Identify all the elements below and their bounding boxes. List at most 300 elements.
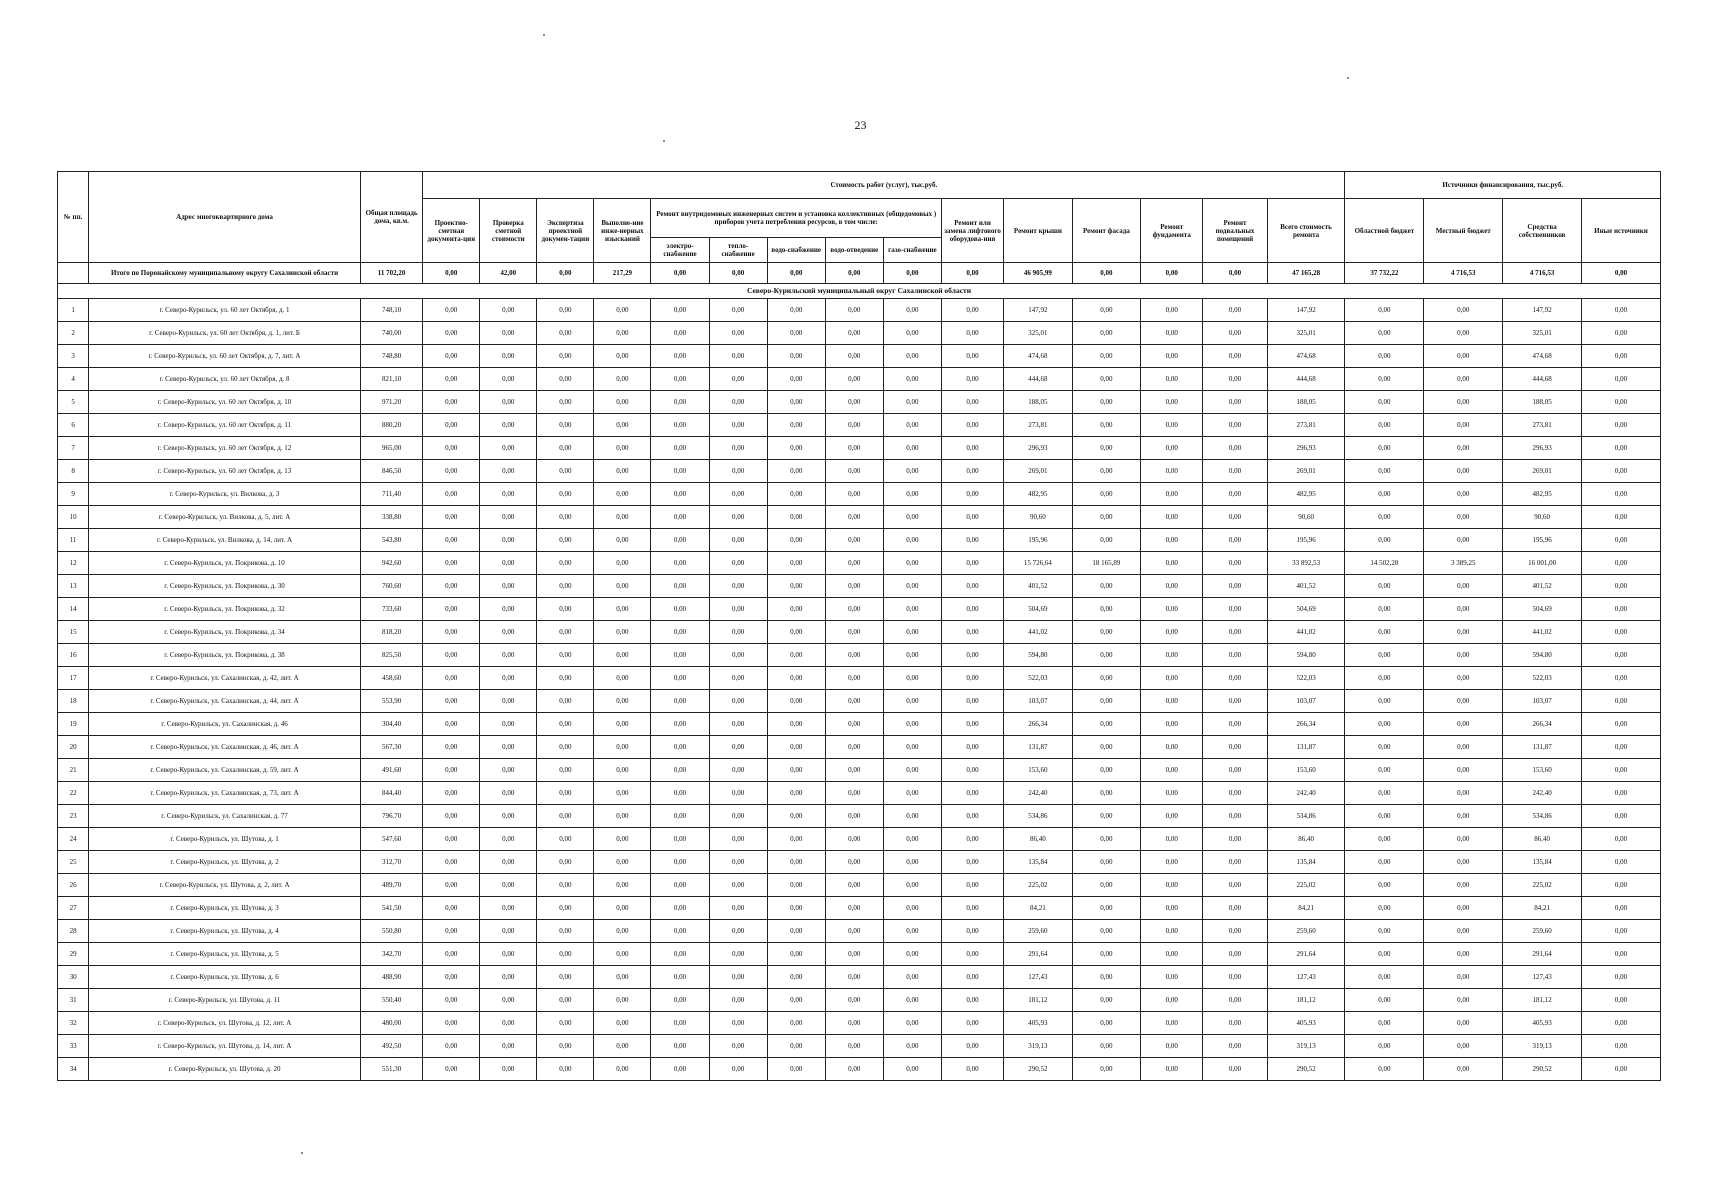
row-lift: 0,00 xyxy=(941,644,1003,667)
row-area: 492,50 xyxy=(360,1035,422,1058)
table-row xyxy=(58,437,1661,460)
row-area: 965,00 xyxy=(360,437,422,460)
row-other: 0,00 xyxy=(1582,736,1661,759)
row-roof: 482,95 xyxy=(1004,483,1072,506)
row-regional: 0,00 xyxy=(1345,667,1424,690)
row-design: 0,00 xyxy=(423,621,480,644)
row-design: 0,00 xyxy=(423,644,480,667)
row-lift: 0,00 xyxy=(941,345,1003,368)
row-electric: 0,00 xyxy=(651,828,709,851)
total-cell: 0,00 xyxy=(1203,263,1267,284)
row-check: 0,00 xyxy=(480,713,537,736)
row-check: 0,00 xyxy=(480,943,537,966)
row-check: 0,00 xyxy=(480,851,537,874)
row-roof: 534,86 xyxy=(1004,805,1072,828)
row-facade: 0,00 xyxy=(1072,437,1140,460)
row-local: 0,00 xyxy=(1424,598,1503,621)
row-owners: 195,96 xyxy=(1503,529,1582,552)
col-header-lift: Ремонт или замена лифтового оборудова-ния xyxy=(941,199,1003,263)
row-other: 0,00 xyxy=(1582,299,1661,322)
row-roof: 131,87 xyxy=(1004,736,1072,759)
row-total: 273,81 xyxy=(1267,414,1345,437)
row-facade: 0,00 xyxy=(1072,920,1140,943)
row-local: 0,00 xyxy=(1424,943,1503,966)
row-regional: 0,00 xyxy=(1345,782,1424,805)
row-regional: 0,00 xyxy=(1345,299,1424,322)
row-design: 0,00 xyxy=(423,713,480,736)
row-water: 0,00 xyxy=(767,460,825,483)
row-design: 0,00 xyxy=(423,1012,480,1035)
col-header-regional: Областной бюджет xyxy=(1345,199,1424,263)
col-header-other: Иные источники xyxy=(1582,199,1661,263)
row-drain: 0,00 xyxy=(825,1058,883,1081)
row-area: 553,90 xyxy=(360,690,422,713)
row-water: 0,00 xyxy=(767,759,825,782)
row-area: 480,00 xyxy=(360,1012,422,1035)
row-total: 86,40 xyxy=(1267,828,1345,851)
row-local: 0,00 xyxy=(1424,989,1503,1012)
row-water: 0,00 xyxy=(767,483,825,506)
col-header-heat: тепло-снабжение xyxy=(709,238,767,263)
row-regional: 0,00 xyxy=(1345,897,1424,920)
row-local: 0,00 xyxy=(1424,1035,1503,1058)
row-other: 0,00 xyxy=(1582,713,1661,736)
row-facade: 0,00 xyxy=(1072,529,1140,552)
row-total: 405,93 xyxy=(1267,1012,1345,1035)
row-other: 0,00 xyxy=(1582,805,1661,828)
row-owners: 291,64 xyxy=(1503,943,1582,966)
row-gas: 0,00 xyxy=(883,598,941,621)
row-area: 550,80 xyxy=(360,920,422,943)
row-owners: 401,52 xyxy=(1503,575,1582,598)
row-foundation: 0,00 xyxy=(1141,966,1203,989)
row-gas: 0,00 xyxy=(883,414,941,437)
row-regional: 0,00 xyxy=(1345,690,1424,713)
row-drain: 0,00 xyxy=(825,897,883,920)
row-water: 0,00 xyxy=(767,667,825,690)
row-address: г. Северо-Курильск, ул. Вилкова, д. 14, лит. А xyxy=(89,529,361,552)
row-number: 11 xyxy=(58,529,89,552)
row-number: 30 xyxy=(58,966,89,989)
row-drain: 0,00 xyxy=(825,506,883,529)
row-basement: 0,00 xyxy=(1203,644,1267,667)
row-basement: 0,00 xyxy=(1203,299,1267,322)
row-electric: 0,00 xyxy=(651,667,709,690)
row-survey: 0,00 xyxy=(594,437,651,460)
row-address: г. Северо-Курильск, ул. Сахалинская, д. 59, лит. А xyxy=(89,759,361,782)
row-lift: 0,00 xyxy=(941,460,1003,483)
row-address: г. Северо-Курильск, ул. Сахалинская, д. 77 xyxy=(89,805,361,828)
row-gas: 0,00 xyxy=(883,299,941,322)
row-facade: 0,00 xyxy=(1072,414,1140,437)
row-gas: 0,00 xyxy=(883,437,941,460)
row-number: 31 xyxy=(58,989,89,1012)
row-area: 567,30 xyxy=(360,736,422,759)
row-address: г. Северо-Курильск, ул. Шутова, д. 5 xyxy=(89,943,361,966)
row-other: 0,00 xyxy=(1582,690,1661,713)
row-roof: 90,60 xyxy=(1004,506,1072,529)
row-number: 2 xyxy=(58,322,89,345)
table-row xyxy=(58,322,1661,345)
row-expertise: 0,00 xyxy=(537,713,594,736)
row-regional: 0,00 xyxy=(1345,805,1424,828)
row-other: 0,00 xyxy=(1582,644,1661,667)
row-regional: 0,00 xyxy=(1345,966,1424,989)
row-electric: 0,00 xyxy=(651,529,709,552)
row-water: 0,00 xyxy=(767,529,825,552)
row-design: 0,00 xyxy=(423,322,480,345)
row-roof: 441,02 xyxy=(1004,621,1072,644)
row-design: 0,00 xyxy=(423,598,480,621)
row-local: 0,00 xyxy=(1424,368,1503,391)
row-basement: 0,00 xyxy=(1203,621,1267,644)
row-expertise: 0,00 xyxy=(537,506,594,529)
row-local: 0,00 xyxy=(1424,667,1503,690)
row-survey: 0,00 xyxy=(594,759,651,782)
row-total: 181,12 xyxy=(1267,989,1345,1012)
row-gas: 0,00 xyxy=(883,506,941,529)
row-number: 20 xyxy=(58,736,89,759)
row-foundation: 0,00 xyxy=(1141,460,1203,483)
row-other: 0,00 xyxy=(1582,368,1661,391)
row-owners: 319,13 xyxy=(1503,1035,1582,1058)
row-basement: 0,00 xyxy=(1203,1012,1267,1035)
row-design: 0,00 xyxy=(423,759,480,782)
row-owners: 242,40 xyxy=(1503,782,1582,805)
row-facade: 0,00 xyxy=(1072,368,1140,391)
row-gas: 0,00 xyxy=(883,1012,941,1035)
table-row xyxy=(58,483,1661,506)
row-facade: 0,00 xyxy=(1072,621,1140,644)
row-local: 0,00 xyxy=(1424,460,1503,483)
row-gas: 0,00 xyxy=(883,805,941,828)
row-regional: 0,00 xyxy=(1345,713,1424,736)
row-basement: 0,00 xyxy=(1203,874,1267,897)
row-other: 0,00 xyxy=(1582,943,1661,966)
row-area: 550,40 xyxy=(360,989,422,1012)
row-electric: 0,00 xyxy=(651,414,709,437)
row-electric: 0,00 xyxy=(651,552,709,575)
page-number: 23 xyxy=(854,118,867,132)
row-regional: 0,00 xyxy=(1345,851,1424,874)
row-area: 304,40 xyxy=(360,713,422,736)
row-owners: 482,95 xyxy=(1503,483,1582,506)
row-lift: 0,00 xyxy=(941,391,1003,414)
row-facade: 0,00 xyxy=(1072,667,1140,690)
row-heat: 0,00 xyxy=(709,782,767,805)
row-electric: 0,00 xyxy=(651,1058,709,1081)
row-heat: 0,00 xyxy=(709,1012,767,1035)
group-header-cost: Стоимость работ (услуг), тыс.руб. xyxy=(423,172,1345,199)
row-check: 0,00 xyxy=(480,897,537,920)
table-row xyxy=(58,920,1661,943)
row-heat: 0,00 xyxy=(709,391,767,414)
row-local: 0,00 xyxy=(1424,713,1503,736)
row-foundation: 0,00 xyxy=(1141,1012,1203,1035)
table-row xyxy=(58,828,1661,851)
row-owners: 444,68 xyxy=(1503,368,1582,391)
row-survey: 0,00 xyxy=(594,391,651,414)
row-heat: 0,00 xyxy=(709,552,767,575)
row-lift: 0,00 xyxy=(941,322,1003,345)
row-gas: 0,00 xyxy=(883,851,941,874)
total-cell: 0,00 xyxy=(1582,263,1661,284)
row-address: г. Северо-Курильск, ул. Шутова, д. 3 xyxy=(89,897,361,920)
row-water: 0,00 xyxy=(767,1035,825,1058)
total-cell: 42,00 xyxy=(480,263,537,284)
row-check: 0,00 xyxy=(480,575,537,598)
row-number: 23 xyxy=(58,805,89,828)
row-roof: 103,07 xyxy=(1004,690,1072,713)
row-check: 0,00 xyxy=(480,759,537,782)
row-water: 0,00 xyxy=(767,874,825,897)
row-basement: 0,00 xyxy=(1203,828,1267,851)
row-roof: 474,68 xyxy=(1004,345,1072,368)
row-check: 0,00 xyxy=(480,437,537,460)
row-basement: 0,00 xyxy=(1203,322,1267,345)
row-lift: 0,00 xyxy=(941,851,1003,874)
row-roof: 242,40 xyxy=(1004,782,1072,805)
table-row xyxy=(58,713,1661,736)
row-drain: 0,00 xyxy=(825,782,883,805)
row-regional: 0,00 xyxy=(1345,345,1424,368)
table-row xyxy=(58,690,1661,713)
row-total: 33 892,53 xyxy=(1267,552,1345,575)
region-row xyxy=(58,284,1661,299)
row-total: 534,86 xyxy=(1267,805,1345,828)
row-check: 0,00 xyxy=(480,391,537,414)
row-number: 5 xyxy=(58,391,89,414)
row-foundation: 0,00 xyxy=(1141,506,1203,529)
row-design: 0,00 xyxy=(423,345,480,368)
row-regional: 14 502,28 xyxy=(1345,552,1424,575)
row-basement: 0,00 xyxy=(1203,667,1267,690)
row-check: 0,00 xyxy=(480,460,537,483)
row-water: 0,00 xyxy=(767,391,825,414)
row-address: г. Северо-Курильск, ул. Шутова, д. 14, лит. А xyxy=(89,1035,361,1058)
row-number: 6 xyxy=(58,414,89,437)
row-water: 0,00 xyxy=(767,299,825,322)
row-owners: 522,03 xyxy=(1503,667,1582,690)
row-local: 0,00 xyxy=(1424,644,1503,667)
row-facade: 0,00 xyxy=(1072,966,1140,989)
row-check: 0,00 xyxy=(480,483,537,506)
row-roof: 195,96 xyxy=(1004,529,1072,552)
row-water: 0,00 xyxy=(767,943,825,966)
row-other: 0,00 xyxy=(1582,552,1661,575)
row-expertise: 0,00 xyxy=(537,1012,594,1035)
total-cell: 0,00 xyxy=(1141,263,1203,284)
row-drain: 0,00 xyxy=(825,621,883,644)
row-owners: 266,34 xyxy=(1503,713,1582,736)
row-heat: 0,00 xyxy=(709,483,767,506)
row-design: 0,00 xyxy=(423,483,480,506)
row-number: 18 xyxy=(58,690,89,713)
row-owners: 325,01 xyxy=(1503,322,1582,345)
table-row xyxy=(58,506,1661,529)
row-total: 90,60 xyxy=(1267,506,1345,529)
row-area: 541,50 xyxy=(360,897,422,920)
row-lift: 0,00 xyxy=(941,943,1003,966)
row-area: 821,10 xyxy=(360,368,422,391)
row-water: 0,00 xyxy=(767,897,825,920)
row-survey: 0,00 xyxy=(594,897,651,920)
row-water: 0,00 xyxy=(767,966,825,989)
row-expertise: 0,00 xyxy=(537,782,594,805)
row-electric: 0,00 xyxy=(651,437,709,460)
row-survey: 0,00 xyxy=(594,598,651,621)
row-water: 0,00 xyxy=(767,920,825,943)
row-survey: 0,00 xyxy=(594,368,651,391)
row-design: 0,00 xyxy=(423,989,480,1012)
row-gas: 0,00 xyxy=(883,667,941,690)
row-gas: 0,00 xyxy=(883,782,941,805)
row-area: 312,70 xyxy=(360,851,422,874)
row-address: г. Северо-Курильск, ул. Шутова, д. 11 xyxy=(89,989,361,1012)
row-owners: 181,12 xyxy=(1503,989,1582,1012)
row-local: 0,00 xyxy=(1424,575,1503,598)
row-foundation: 0,00 xyxy=(1141,322,1203,345)
row-local: 0,00 xyxy=(1424,782,1503,805)
row-heat: 0,00 xyxy=(709,322,767,345)
row-number: 27 xyxy=(58,897,89,920)
row-lift: 0,00 xyxy=(941,874,1003,897)
row-owners: 147,92 xyxy=(1503,299,1582,322)
row-other: 0,00 xyxy=(1582,1058,1661,1081)
row-gas: 0,00 xyxy=(883,874,941,897)
row-area: 748,10 xyxy=(360,299,422,322)
row-check: 0,00 xyxy=(480,529,537,552)
row-area: 711,40 xyxy=(360,483,422,506)
row-design: 0,00 xyxy=(423,805,480,828)
row-water: 0,00 xyxy=(767,851,825,874)
row-drain: 0,00 xyxy=(825,874,883,897)
total-cell: 47 165,28 xyxy=(1267,263,1345,284)
row-local: 0,00 xyxy=(1424,322,1503,345)
row-number: 24 xyxy=(58,828,89,851)
row-basement: 0,00 xyxy=(1203,851,1267,874)
row-check: 0,00 xyxy=(480,299,537,322)
row-design: 0,00 xyxy=(423,943,480,966)
row-roof: 147,92 xyxy=(1004,299,1072,322)
row-check: 0,00 xyxy=(480,690,537,713)
row-number: 15 xyxy=(58,621,89,644)
row-lift: 0,00 xyxy=(941,299,1003,322)
row-design: 0,00 xyxy=(423,828,480,851)
row-heat: 0,00 xyxy=(709,805,767,828)
row-facade: 0,00 xyxy=(1072,1012,1140,1035)
row-expertise: 0,00 xyxy=(537,322,594,345)
row-water: 0,00 xyxy=(767,1012,825,1035)
row-water: 0,00 xyxy=(767,828,825,851)
row-electric: 0,00 xyxy=(651,391,709,414)
row-total: 84,21 xyxy=(1267,897,1345,920)
row-regional: 0,00 xyxy=(1345,644,1424,667)
row-local: 0,00 xyxy=(1424,299,1503,322)
row-roof: 135,84 xyxy=(1004,851,1072,874)
row-expertise: 0,00 xyxy=(537,598,594,621)
row-lift: 0,00 xyxy=(941,1035,1003,1058)
row-heat: 0,00 xyxy=(709,460,767,483)
row-roof: 296,93 xyxy=(1004,437,1072,460)
row-design: 0,00 xyxy=(423,368,480,391)
row-local: 0,00 xyxy=(1424,966,1503,989)
row-other: 0,00 xyxy=(1582,391,1661,414)
row-owners: 405,93 xyxy=(1503,1012,1582,1035)
row-number: 25 xyxy=(58,851,89,874)
col-header-check: Проверка сметной стоимости xyxy=(480,199,537,263)
row-gas: 0,00 xyxy=(883,460,941,483)
row-foundation: 0,00 xyxy=(1141,690,1203,713)
row-drain: 0,00 xyxy=(825,483,883,506)
row-basement: 0,00 xyxy=(1203,989,1267,1012)
row-number: 32 xyxy=(58,1012,89,1035)
total-cell: 0,00 xyxy=(423,263,480,284)
row-design: 0,00 xyxy=(423,575,480,598)
row-design: 0,00 xyxy=(423,1058,480,1081)
row-local: 0,00 xyxy=(1424,1058,1503,1081)
row-check: 0,00 xyxy=(480,1058,537,1081)
col-header-survey: Выполне-ние инже-нерных изысканий xyxy=(594,199,651,263)
row-heat: 0,00 xyxy=(709,644,767,667)
row-roof: 188,05 xyxy=(1004,391,1072,414)
row-total: 147,92 xyxy=(1267,299,1345,322)
row-heat: 0,00 xyxy=(709,1035,767,1058)
total-row-number xyxy=(58,263,89,284)
scan-speck xyxy=(543,34,545,36)
row-survey: 0,00 xyxy=(594,805,651,828)
col-header-foundation: Ремонт фундамента xyxy=(1141,199,1203,263)
row-regional: 0,00 xyxy=(1345,736,1424,759)
row-survey: 0,00 xyxy=(594,943,651,966)
row-foundation: 0,00 xyxy=(1141,1058,1203,1081)
row-foundation: 0,00 xyxy=(1141,552,1203,575)
row-owners: 188,05 xyxy=(1503,391,1582,414)
row-facade: 0,00 xyxy=(1072,1058,1140,1081)
row-heat: 0,00 xyxy=(709,851,767,874)
table-row xyxy=(58,1058,1661,1081)
row-lift: 0,00 xyxy=(941,1058,1003,1081)
row-lift: 0,00 xyxy=(941,1012,1003,1035)
row-drain: 0,00 xyxy=(825,322,883,345)
row-survey: 0,00 xyxy=(594,989,651,1012)
row-owners: 259,60 xyxy=(1503,920,1582,943)
row-roof: 127,43 xyxy=(1004,966,1072,989)
row-area: 796,70 xyxy=(360,805,422,828)
row-heat: 0,00 xyxy=(709,966,767,989)
row-drain: 0,00 xyxy=(825,805,883,828)
table-row xyxy=(58,782,1661,805)
row-local: 3 389,25 xyxy=(1424,552,1503,575)
row-number: 33 xyxy=(58,1035,89,1058)
row-lift: 0,00 xyxy=(941,782,1003,805)
row-area: 543,80 xyxy=(360,529,422,552)
row-foundation: 0,00 xyxy=(1141,437,1203,460)
row-area: 825,50 xyxy=(360,644,422,667)
row-lift: 0,00 xyxy=(941,828,1003,851)
row-water: 0,00 xyxy=(767,805,825,828)
row-address: г. Северо-Курильск, ул. Сахалинская, д. 46, лит. А xyxy=(89,736,361,759)
row-electric: 0,00 xyxy=(651,989,709,1012)
row-address: г. Северо-Курильск, ул. Шутова, д. 1 xyxy=(89,828,361,851)
row-drain: 0,00 xyxy=(825,828,883,851)
row-roof: 273,81 xyxy=(1004,414,1072,437)
row-address: г. Северо-Курильск, ул. Сахалинская, д. 46 xyxy=(89,713,361,736)
row-design: 0,00 xyxy=(423,552,480,575)
row-check: 0,00 xyxy=(480,667,537,690)
row-expertise: 0,00 xyxy=(537,1058,594,1081)
row-expertise: 0,00 xyxy=(537,966,594,989)
